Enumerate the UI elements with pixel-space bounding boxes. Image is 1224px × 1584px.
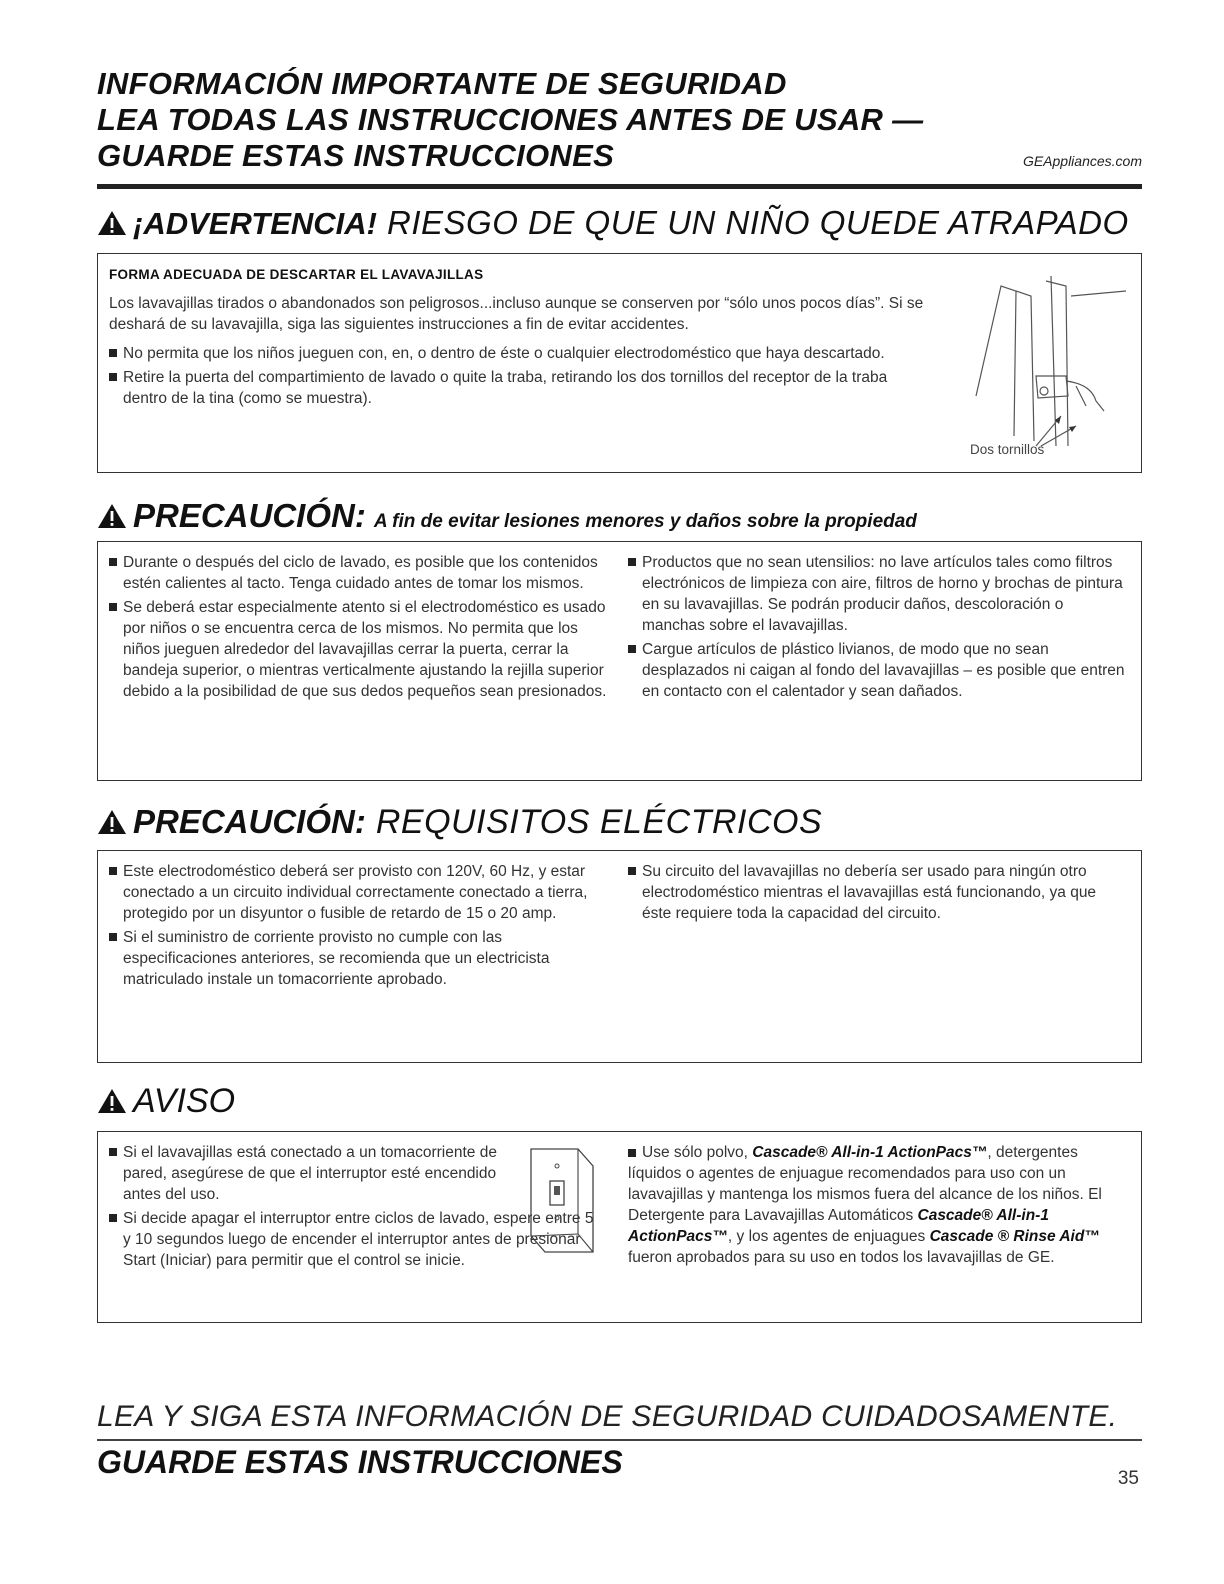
page-header: [97, 66, 1142, 174]
list-item: Si decide apagar el interruptor entre ciclos de lavado, espere entre 5 y 10 segundos luego de encender el interruptor antes de presionar Start (Iniciar) para permitir que el control se inicie.: [109, 1208, 599, 1271]
warning-subheading: FORMA ADECUADA DE DESCARTAR EL LAVAVAJILLAS: [109, 267, 484, 282]
dishwasher-latch-illustration: [956, 266, 1136, 456]
notice-label: AVISO: [133, 1082, 236, 1120]
footer-save-instructions: GUARDE ESTAS INSTRUCCIONES: [97, 1444, 623, 1480]
page-number: 35: [1117, 1468, 1139, 1489]
list-item: Si el lavavajillas está conectado a un tomacorriente de pared, asegúrese de que el interruptor esté encendido antes del uso.: [109, 1142, 529, 1205]
website-link[interactable]: GEAppliances.com: [1022, 153, 1142, 169]
list-item: Si el suministro de corriente provisto no cumple con las especificaciones anteriores, se recomienda que un electricista matriculado instale un tomacorriente aprobado.: [109, 927, 599, 990]
notice-product-2: Cascade® All-in-1 ActionPacs™: [628, 1207, 1049, 1245]
list-item: Durante o después del ciclo de lavado, es posible que los contenidos estén calientes al tacto. Tenga cuidado antes de tomar los mismos.: [109, 552, 609, 594]
notice-product-1: Cascade® All-in-1 ActionPacs™: [752, 1144, 988, 1161]
bullet-icon: [628, 1149, 636, 1157]
header-line-3: GUARDE ESTAS INSTRUCCIONES: [97, 138, 615, 173]
warning-intro: Los lavavajillas tirados o abandonados son peligrosos...incluso aunque se conserven por “sólo unos pocos días”. Si se deshará de su lavavajilla, siga las siguientes instrucciones a fin de evitar accidentes.: [109, 295, 924, 333]
caution-electrical-box: [97, 850, 1142, 1063]
list-item: Productos que no sean utensilios: no lave artículos tales como filtros electrónicos de limpieza con aire, filtros de horno y brochas de pintura en su lavavajillas. Se podrán producir daños, descoloración o manchas sobre el lavavajillas.: [628, 552, 1128, 636]
footer-read-follow: LEA Y SIGA ESTA INFORMACIÓN DE SEGURIDAD CUIDADOSAMENTE.: [97, 1400, 1118, 1433]
notice-right-paragraph: [628, 1142, 1133, 1268]
warning-heading: RIESGO DE QUE UN NIÑO QUEDE ATRAPADO: [387, 204, 1129, 241]
header-line-3-row: [97, 138, 1142, 174]
caution-electrical-right-list: [628, 861, 1128, 927]
caution-electrical-title: [97, 803, 822, 842]
warning-box: [97, 253, 1142, 473]
notice-text-4: fueron aprobados para su uso en todos los lavavajillas de GE.: [628, 1249, 1055, 1266]
caution-injury-heading: A fin de evitar lesiones menores y daños sobre la propiedad: [373, 511, 917, 532]
warning-title: [97, 204, 1129, 242]
list-item: Cargue artículos de plástico livianos, de modo que no sean desplazados ni caigan al fondo del lavavajillas – es posible que entren en contacto con el calentador y sean dañados.: [628, 639, 1128, 702]
header-divider: [97, 184, 1142, 189]
notice-text-3: , y los agentes de enjuagues: [727, 1228, 930, 1245]
list-item: Su circuito del lavavajillas no debería ser usado para ningún otro electrodoméstico mientras el lavavajillas está funcionando, ya que éste requiere toda la capacidad del circuito.: [628, 861, 1128, 924]
caution-injury-label: PRECAUCIÓN:: [133, 497, 366, 534]
header-line-2: LEA TODAS LAS INSTRUCCIONES ANTES DE USAR —: [97, 102, 924, 137]
warning-label: ¡ADVERTENCIA!: [133, 206, 377, 241]
notice-text-2: , detergentes líquidos o agentes de enjuague recomendados para uso con un lavavajillas y mantenga los mismos fuera del alcance de los niños. El Detergente para Lavavajillas Automáticos: [628, 1144, 1102, 1224]
notice-text-1: Use sólo polvo,: [642, 1144, 753, 1161]
caution-electrical-left-list: [109, 861, 599, 993]
notice-title: [97, 1082, 235, 1121]
caution-injury-right-list: [628, 552, 1128, 705]
wall-switch-illustration: [523, 1144, 603, 1254]
list-item: Se deberá estar especialmente atento si el electrodoméstico es usado por niños o se encuentra cerca de los mismos. No permita que los niños jueguen alrededor del lavavajillas cerrar la puerta, cerrar la bandeja superior, o mientras verticalmente ajustando la rejilla superior debido a la posibilidad de que sus dedos pequeños sean presionados.: [109, 597, 609, 702]
list-item: Este electrodoméstico deberá ser provisto con 120V, 60 Hz, y estar conectado a un circuito individual correctamente conectado a tierra, protegido por un disyuntor o fusible de retardo de 15 o 20 amp.: [109, 861, 599, 924]
header-line-1: INFORMACIÓN IMPORTANTE DE SEGURIDAD: [97, 66, 787, 101]
footer-divider: [97, 1439, 1142, 1441]
list-item: No permita que los niños jueguen con, en, o dentro de éste o cualquier electrodoméstico que haya descartado.: [109, 343, 929, 364]
figure-caption: Dos tornillos: [970, 442, 1045, 457]
notice-box: [97, 1131, 1142, 1323]
warning-triangle-icon: [97, 1088, 127, 1114]
list-item: Retire la puerta del compartimiento de lavado o quite la traba, retirando los dos tornillos del receptor de la traba dentro de la tina (como se muestra).: [109, 367, 929, 409]
caution-electrical-heading: REQUISITOS ELÉCTRICOS: [375, 803, 823, 841]
warning-triangle-icon: [97, 503, 127, 529]
caution-injury-left-list: [109, 552, 609, 705]
caution-injury-box: [97, 541, 1142, 781]
caution-injury-title: [97, 497, 917, 535]
warning-triangle-icon: [97, 809, 127, 835]
warning-list: [109, 343, 929, 409]
warning-triangle-icon: [97, 210, 127, 236]
caution-electrical-label: PRECAUCIÓN:: [133, 803, 366, 840]
notice-product-3: Cascade ® Rinse Aid™: [929, 1228, 1100, 1245]
